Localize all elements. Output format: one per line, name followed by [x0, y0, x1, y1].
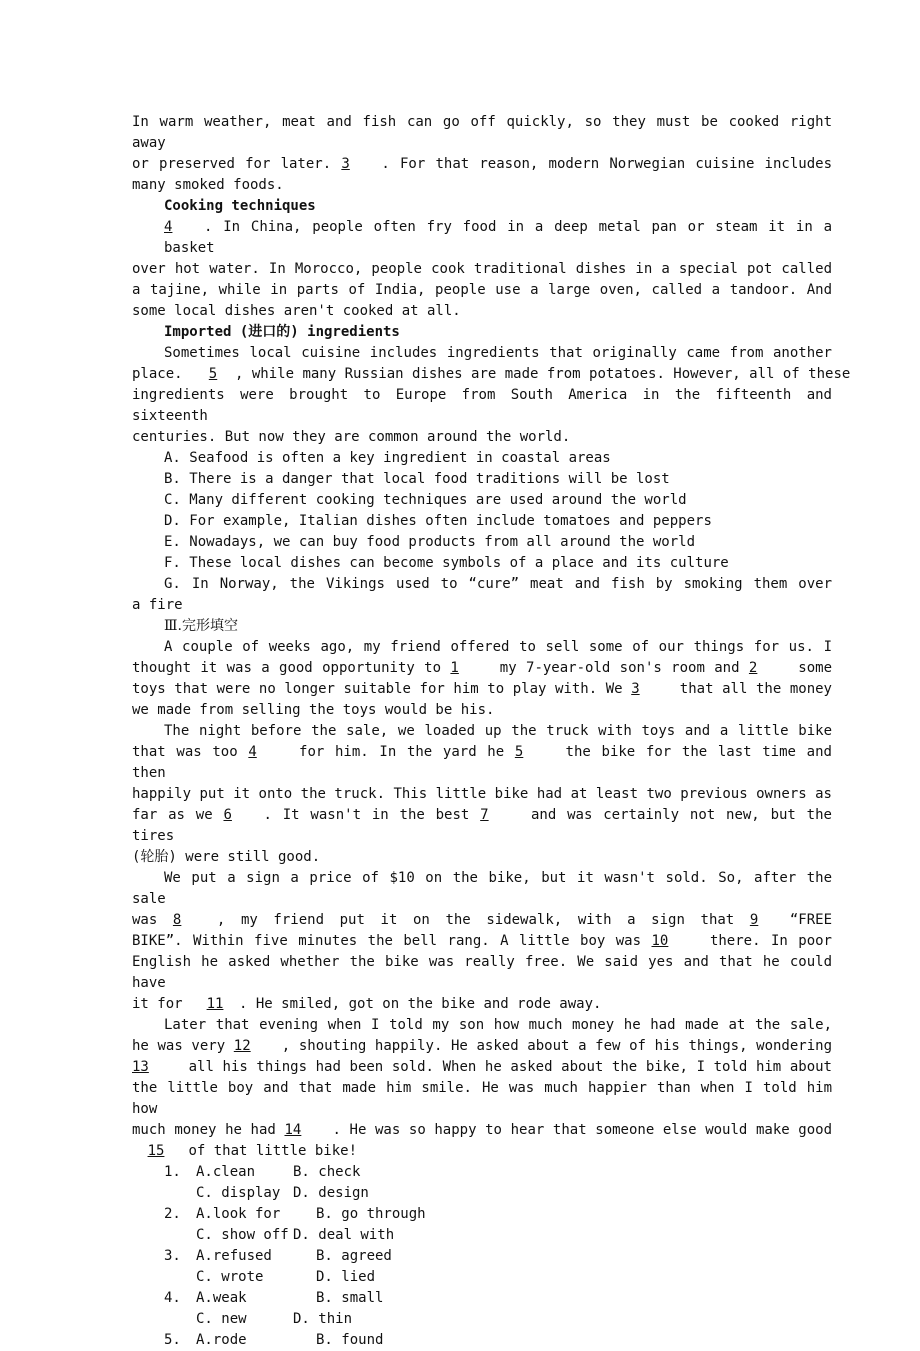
text-line: that was too 4 for him. In the yard he 5 the bike for the last time and then: [132, 744, 832, 781]
text-line: thought it was a good opportunity to 1 my 7-year-old son's room and 2 some: [132, 658, 832, 679]
choice-c: C. display: [196, 1185, 281, 1201]
cloze-questions: [132, 1162, 832, 1351]
question-2: [132, 1204, 832, 1225]
text-line: he was very 12 , shouting happily. He asked about a few of his things, wondering: [132, 1036, 832, 1057]
blank-4: 4: [164, 219, 173, 235]
choice-a: A.rode: [196, 1332, 247, 1348]
choice-b: B. check: [293, 1164, 361, 1180]
text-line: Later that evening when I told my son how much money he had made at the sale,: [164, 1017, 832, 1033]
text-line: The night before the sale, we loaded up the truck with toys and a little bike: [164, 723, 832, 739]
question-5: [132, 1330, 832, 1351]
text-line: was 8 , my friend put it on the sidewalk, with a sign that 9 “FREE: [132, 910, 832, 931]
text-line: 13 all his things had been sold. When he asked about the bike, I told him about: [132, 1057, 832, 1078]
question-number: 2.: [164, 1206, 181, 1222]
blank-15: 15: [147, 1143, 165, 1159]
text-line: BIKE”. Within five minutes the bell rang. A little boy was 10 there. In poor: [132, 931, 832, 952]
choice-a: A.look for: [196, 1206, 281, 1222]
blank-10: 10: [651, 933, 669, 949]
choice-c: C. show off: [196, 1227, 289, 1243]
text-line: In warm weather, meat and fish can go off quickly, so they must be cooked right away: [132, 114, 832, 151]
section-title-cloze: Ⅲ.完形填空: [164, 618, 238, 634]
choice-b: B. agreed: [316, 1248, 392, 1264]
text-line: happily put it onto the truck. This little bike had at least two previous owners as: [132, 786, 832, 802]
blank-5: 5: [514, 744, 524, 760]
blank-1: 1: [450, 660, 459, 676]
choice-b: B. found: [316, 1332, 384, 1348]
text-line: some local dishes aren't cooked at all.: [132, 303, 461, 319]
option-g: G. In Norway, the Vikings used to “cure” meat and fish by smoking them over: [164, 576, 832, 592]
choice-d: D. thin: [293, 1311, 353, 1327]
reading-paragraph-1: [132, 112, 832, 196]
text-line: over hot water. In Morocco, people cook traditional dishes in a special pot called: [132, 261, 832, 277]
text-line: We put a sign a price of $10 on the bike, but it wasn't sold. So, after the sale: [132, 870, 832, 907]
blank-5: 5: [208, 366, 218, 382]
option-a: A. Seafood is often a key ingredient in coastal areas: [164, 450, 611, 466]
option-c: C. Many different cooking techniques are used around the world: [164, 492, 687, 508]
blank-14: 14: [284, 1122, 302, 1138]
text-line: English he asked whether the bike was really free. We said yes and that he could have: [132, 954, 832, 991]
question-number: 3.: [164, 1248, 181, 1264]
question-number: 1.: [164, 1164, 181, 1180]
cloze-paragraph-2: [132, 721, 832, 868]
text-line: A couple of weeks ago, my friend offered to sell some of our things for us. I: [164, 639, 832, 655]
text-line: far as we 6 . It wasn't in the best 7 and was certainly not new, but the tires: [132, 807, 832, 844]
question-4-row-2: [132, 1309, 832, 1330]
blank-13: 13: [132, 1059, 149, 1075]
text-line: we made from selling the toys would be his.: [132, 702, 495, 718]
text-line: it for 11 . He smiled, got on the bike and rode away.: [132, 994, 832, 1015]
option-e: E. Nowadays, we can buy food products from all around the world: [164, 534, 696, 550]
blank-8: 8: [172, 912, 182, 928]
option-b: B. There is a danger that local food traditions will be lost: [164, 471, 670, 487]
choice-b: B. go through: [316, 1206, 426, 1222]
text-line: or preserved for later. 3 . For that reason, modern Norwegian cuisine includes: [132, 154, 832, 175]
question-1: [132, 1162, 832, 1183]
cloze-paragraph-1: [132, 637, 832, 721]
text-line: toys that were no longer suitable for him to play with. We 3 that all the money: [132, 679, 832, 700]
choice-d: D. lied: [316, 1269, 376, 1285]
text-line: 4 . In China, people often fry food in a deep metal pan or steam it in a basket: [164, 219, 832, 256]
option-f: F. These local dishes can become symbols of a place and its culture: [164, 555, 729, 571]
text-line: ingredients were brought to Europe from South America in the fifteenth and sixteenth: [132, 387, 832, 424]
option-g-continued: a fire: [132, 597, 183, 613]
question-number: 5.: [164, 1332, 181, 1348]
text-line: many smoked foods.: [132, 177, 284, 193]
blank-12: 12: [233, 1038, 251, 1054]
heading-imported-ingredients: Imported (进口的) ingredients: [164, 324, 400, 340]
blank-7: 7: [480, 807, 489, 823]
question-number: 4.: [164, 1290, 181, 1306]
text-line: centuries. But now they are common around the world.: [132, 429, 571, 445]
blank-9: 9: [749, 912, 759, 928]
blank-11: 11: [206, 996, 224, 1012]
question-3-row-2: [132, 1267, 832, 1288]
text-line: the little boy and that made him smile. He was much happier than when I told him how: [132, 1080, 832, 1117]
text-line: 15 of that little bike!: [132, 1141, 832, 1162]
choice-a: A.clean: [196, 1164, 256, 1180]
worksheet-page: [132, 112, 851, 1351]
cloze-paragraph-3: [132, 868, 832, 1015]
reading-options: [132, 448, 832, 616]
question-4: [132, 1288, 832, 1309]
blank-4: 4: [248, 744, 257, 760]
blank-2: 2: [748, 660, 758, 676]
choice-b: B. small: [316, 1290, 384, 1306]
choice-d: D. deal with: [293, 1227, 395, 1243]
heading-cooking-techniques: Cooking techniques: [164, 198, 316, 214]
text-line: (轮胎) were still good.: [132, 849, 321, 865]
text-line: a tajine, while in parts of India, people use a large oven, called a tandoor. And: [132, 282, 832, 298]
question-2-row-2: [132, 1225, 832, 1246]
blank-6: 6: [223, 807, 232, 823]
option-d: D. For example, Italian dishes often include tomatoes and peppers: [164, 513, 712, 529]
question-1-row-2: [132, 1183, 832, 1204]
text-line: place. 5 , while many Russian dishes are made from potatoes. However, all of these: [132, 364, 832, 385]
choice-a: A.weak: [196, 1290, 247, 1306]
blank-3: 3: [341, 156, 350, 172]
text-line: much money he had 14 . He was so happy to hear that someone else would make good: [132, 1120, 832, 1141]
choice-c: C. wrote: [196, 1269, 264, 1285]
reading-paragraph-3: [132, 343, 851, 448]
choice-c: C. new: [196, 1311, 247, 1327]
choice-d: D. design: [293, 1185, 369, 1201]
choice-a: A.refused: [196, 1248, 272, 1264]
text-line: Sometimes local cuisine includes ingredients that originally came from another: [164, 345, 832, 361]
blank-3: 3: [631, 681, 640, 697]
cloze-paragraph-4: [132, 1015, 832, 1162]
question-3: [132, 1246, 832, 1267]
reading-paragraph-2: [132, 217, 832, 322]
